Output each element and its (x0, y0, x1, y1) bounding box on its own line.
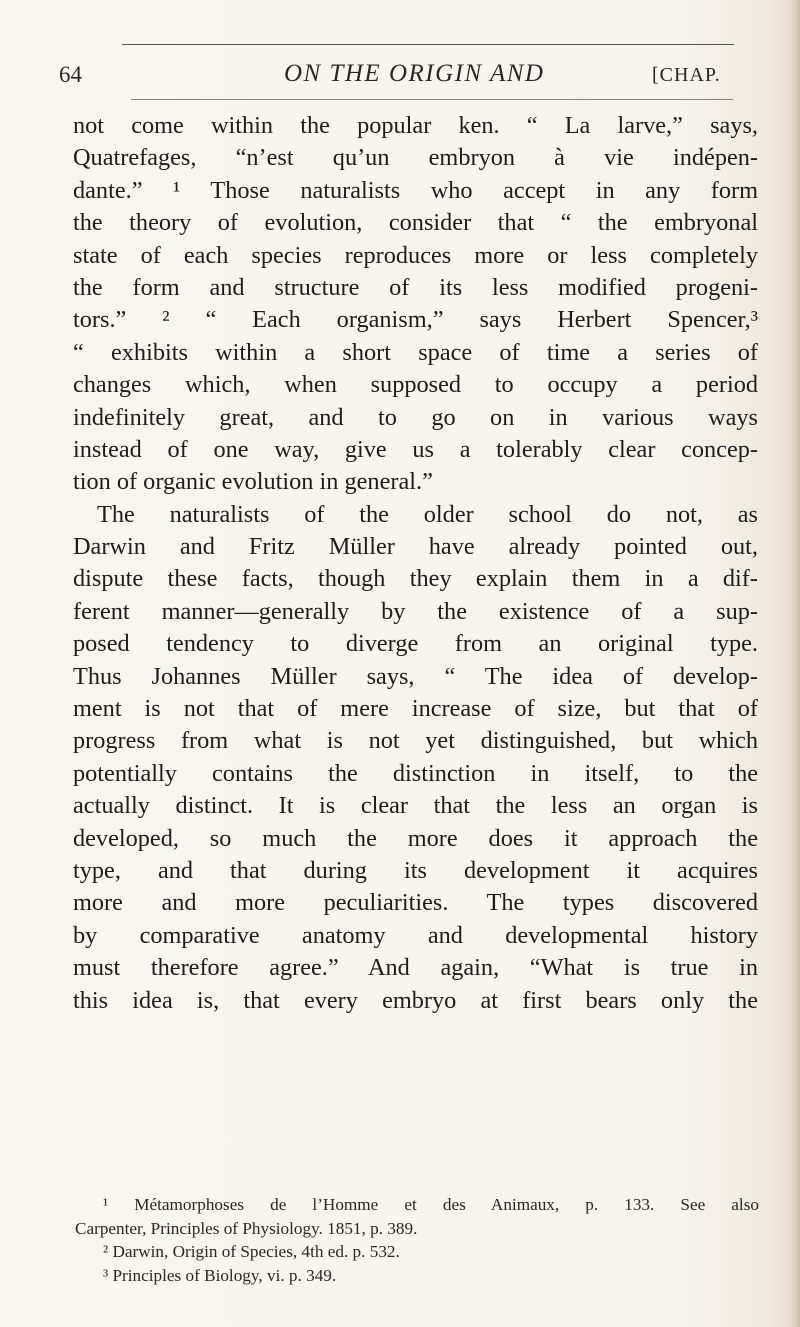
body-line: posed tendency to diverge from an original type. (73, 630, 758, 658)
footnotes (75, 1193, 759, 1287)
body-line: instead of one way, give us a tolerably clear concep- (73, 435, 758, 463)
body-line: ferent manner—generally by the existence of a sup- (73, 597, 758, 625)
body-line: more and more peculiarities. The types discovered (73, 889, 758, 917)
body-line: Darwin and Fritz Müller have already pointed out, (73, 533, 758, 561)
body-line: Quatrefages, “n’est qu’un embryon à vie indépen- (73, 144, 758, 172)
top-rule (122, 44, 734, 45)
body-line: actually distinct. It is clear that the less an organ is (73, 792, 758, 820)
body-line: must therefore agree.” And again, “What is true in (73, 954, 758, 982)
body-line: this idea is, that every embryo at first bears only the (73, 986, 758, 1014)
body-line: indefinitely great, and to go on in various ways (73, 403, 758, 431)
body-line: dante.” ¹ Those naturalists who accept in any form (73, 176, 758, 204)
body-line: Thus Johannes Müller says, “ The idea of develop- (73, 662, 758, 690)
body-line: changes which, when supposed to occupy a period (73, 371, 758, 399)
body-line: not come within the popular ken. “ La larve,” says, (73, 112, 758, 139)
body-line: developed, so much the more does it approach the (73, 824, 758, 852)
body-line: “ exhibits within a short space of time a series of (73, 338, 758, 366)
body-line: by comparative anatomy and developmental history (73, 921, 758, 949)
body-line: progress from what is not yet distinguished, but which (73, 727, 758, 755)
body-line: The naturalists of the older school do not, as (97, 500, 758, 528)
chapter-mark: [CHAP. (652, 64, 721, 86)
body-text (73, 110, 758, 1017)
running-header (59, 60, 771, 96)
page-edge-shadow (786, 0, 800, 1327)
body-line: ment is not that of mere increase of size, but that of (73, 695, 758, 723)
body-line: state of each species reproduces more or less completely (73, 241, 758, 269)
header-rule (131, 99, 733, 100)
page-number: 64 (59, 62, 82, 87)
body-line: the theory of evolution, consider that “ the embryonal (73, 209, 758, 237)
body-line: dispute these facts, though they explain them in a dif- (73, 565, 758, 593)
running-title: ON THE ORIGIN AND (284, 60, 545, 87)
body-line: potentially contains the distinction in itself, to the (73, 759, 758, 787)
body-line: the form and structure of its less modified progeni- (73, 273, 758, 301)
footnote-1: ¹ Métamorphoses de l’Homme et des Animaux, p. 133. See also (103, 1195, 759, 1214)
footnote-3: ³ Principles of Biology, vi. p. 349. (103, 1265, 337, 1285)
footnote-2: ² Darwin, Origin of Species, 4th ed. p. 532. (103, 1242, 400, 1262)
body-line: type, and that during its development it acquires (73, 856, 758, 884)
body-line: tors.” ² “ Each organism,” says Herbert Spencer,³ (73, 306, 758, 334)
body-line: tion of organic evolution in general.” (73, 468, 433, 496)
footnote-1-continued: Carpenter, Principles of Physiology. 1851, p. 389. (75, 1218, 418, 1238)
